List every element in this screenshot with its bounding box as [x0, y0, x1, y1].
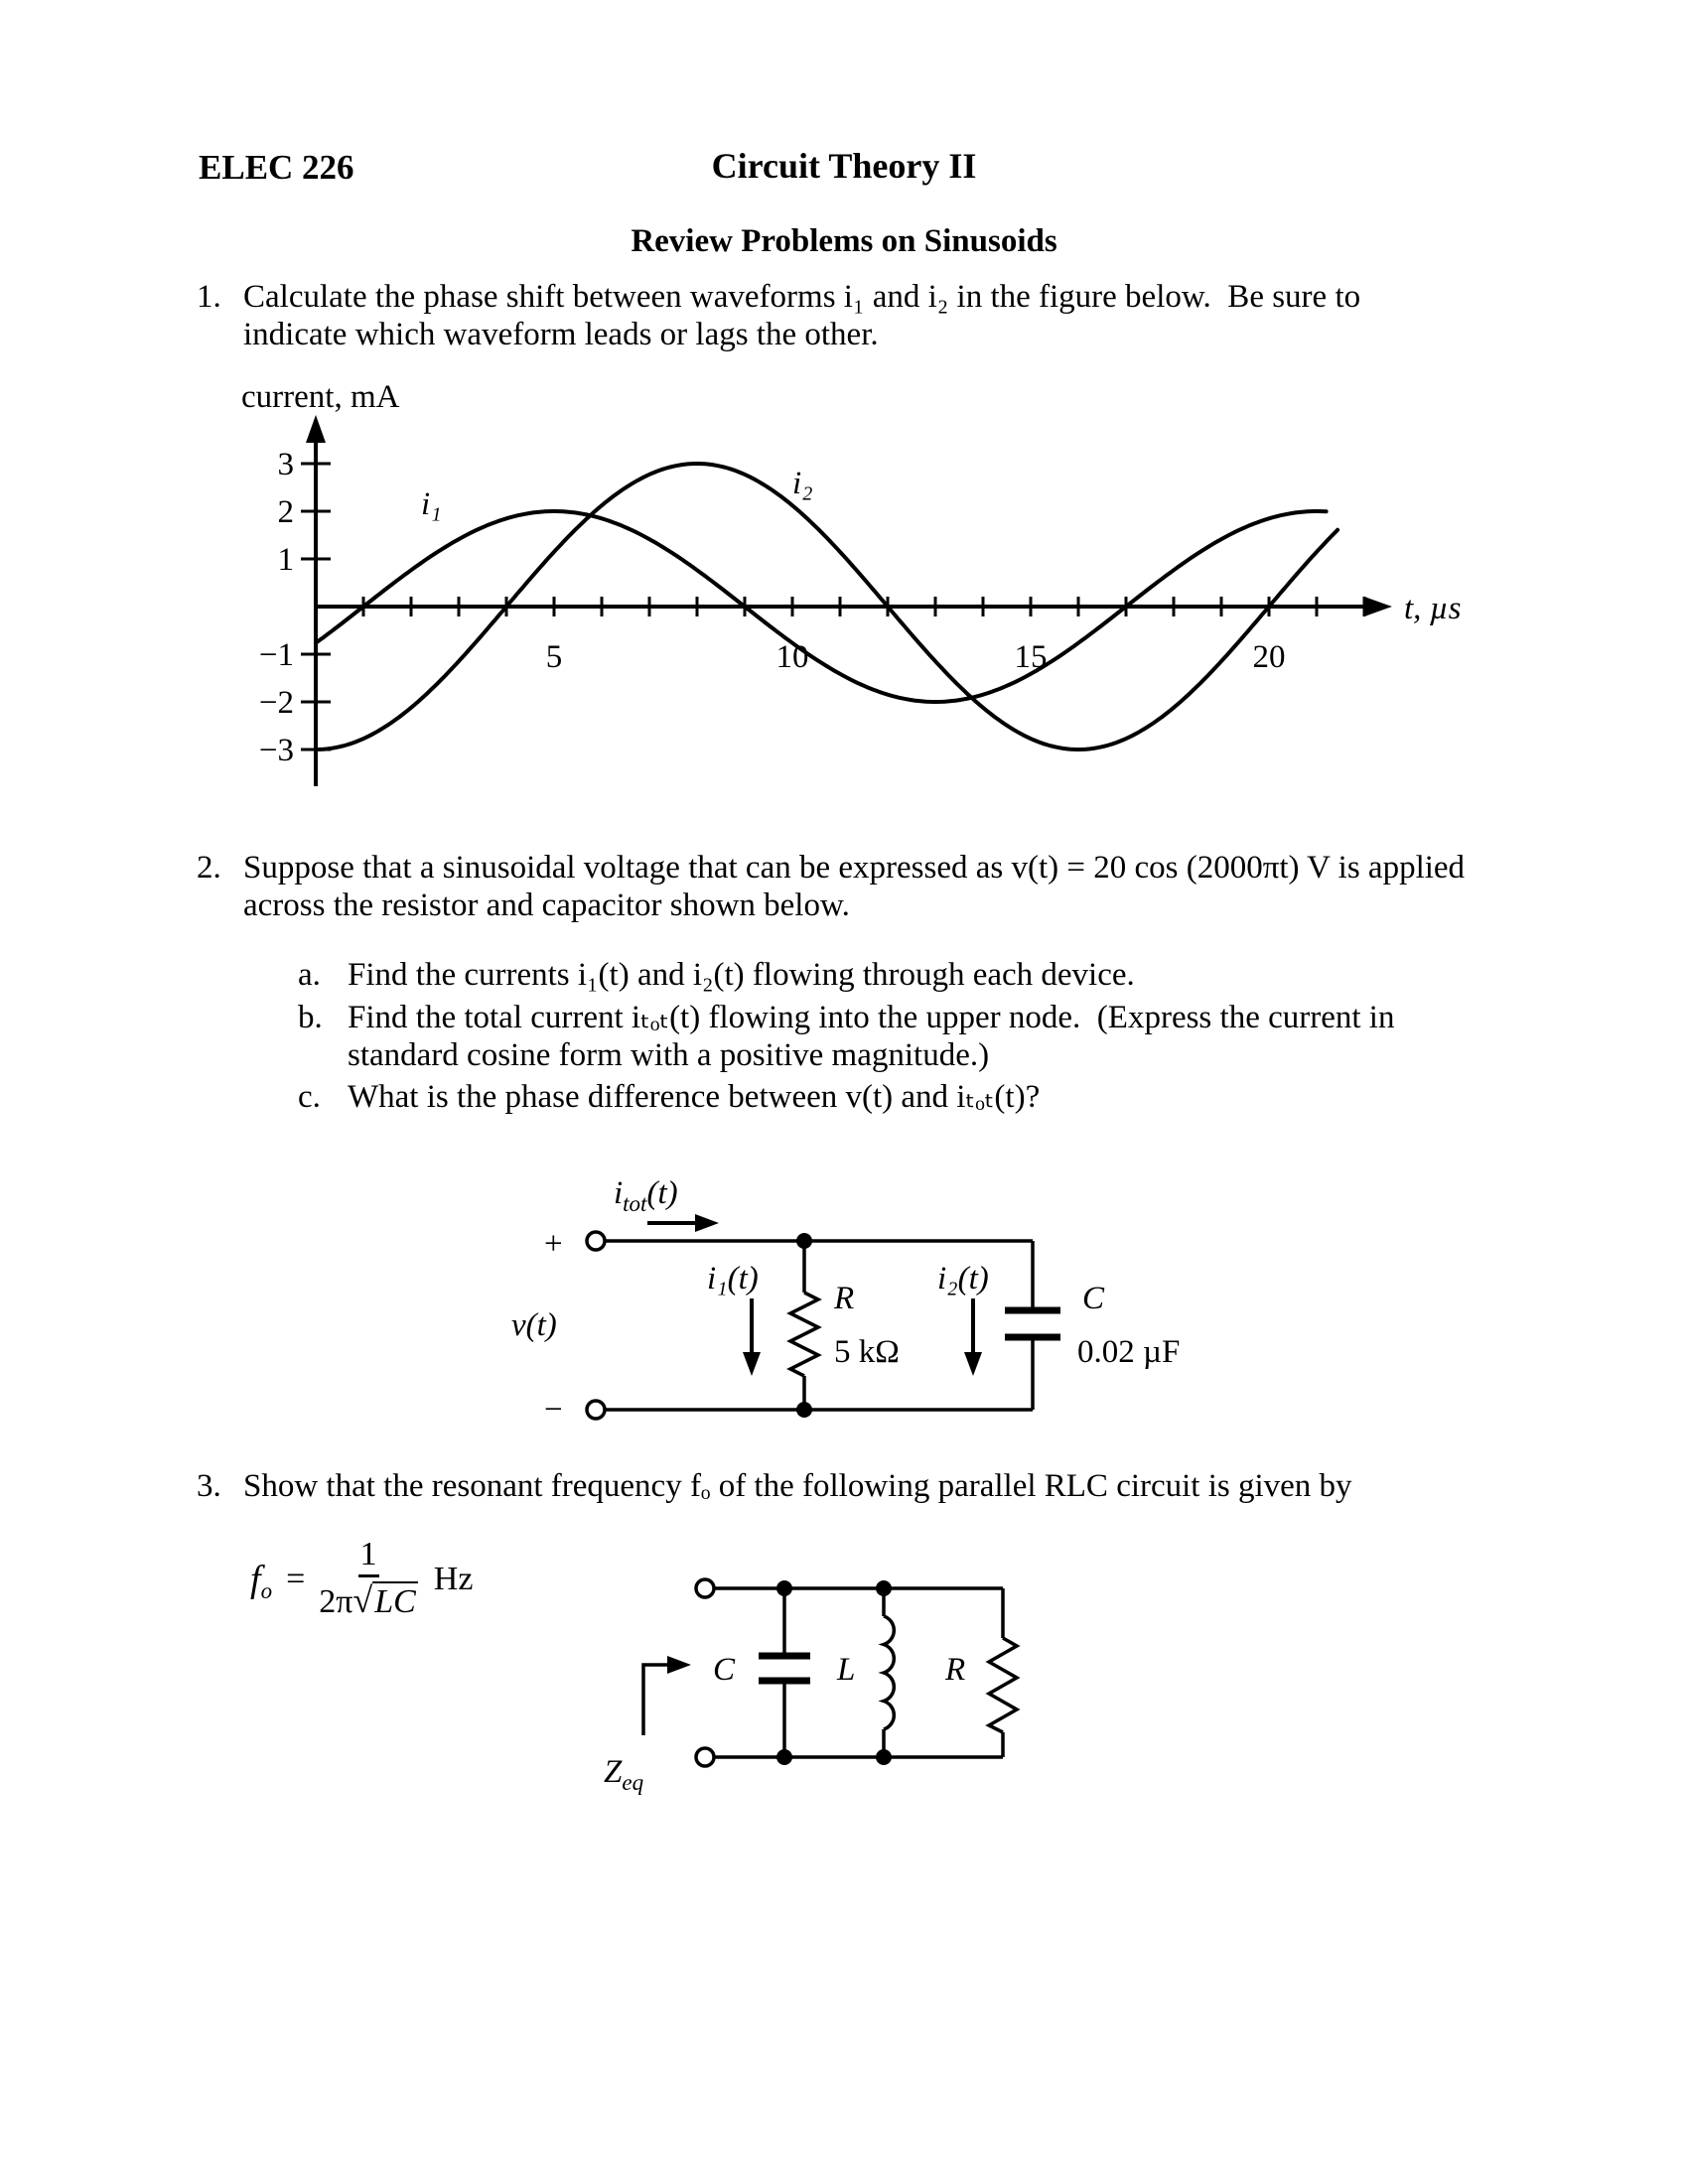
minus-sign: − [544, 1392, 563, 1428]
bottom-left-terminal [587, 1401, 605, 1419]
problem2-item-a-letter: a. [298, 957, 321, 993]
capacitor-value: 0.02 µF [1077, 1334, 1181, 1370]
formula-equals: = [286, 1561, 306, 1597]
inductor-coil [884, 1616, 894, 1729]
capacitor-symbol: C [713, 1652, 736, 1688]
i2-arrowhead [964, 1352, 982, 1376]
problem2-item-b-letter: b. [298, 1000, 323, 1035]
source-voltage-label: v(t) [511, 1307, 557, 1343]
rc-circuit-diagram [467, 1152, 1221, 1479]
radical-sign: √ [352, 1580, 373, 1620]
y-tick-label: 1 [277, 542, 294, 578]
formula-fraction [319, 1537, 418, 1622]
y-axis-arrowhead [306, 415, 326, 443]
problem2-number: 2. [197, 850, 221, 886]
x-tick-label: 10 [775, 639, 809, 675]
resistor-value: 5 kΩ [834, 1334, 900, 1370]
x-axis-title: t, µs [1404, 591, 1462, 626]
x-axis-arrowhead [1364, 597, 1392, 616]
resistor-zigzag [989, 1638, 1017, 1732]
y-tick-label: 2 [277, 494, 294, 530]
formula-f: f [250, 1559, 261, 1600]
problem2-item-c-text: What is the phase difference between v(t) and iₜₒₜ(t)? [348, 1079, 1041, 1115]
zeq-arrowhead [667, 1656, 691, 1674]
resistor-symbol: R [834, 1281, 855, 1316]
x-tick-label: 20 [1252, 639, 1286, 675]
itot-current-label: $i_{tot}(t)$ [614, 1175, 678, 1216]
rlc-circuit-diagram [591, 1569, 1127, 1846]
i1-current-label: i₁(t) [707, 1261, 759, 1297]
waveform-chart [139, 367, 1489, 809]
zeq-arrow-line [643, 1665, 673, 1735]
y-tick-label: 3 [277, 447, 294, 482]
y-tick-label: −2 [258, 685, 294, 721]
page-title: Circuit Theory II [711, 146, 977, 186]
problem2-item-c-letter: c. [298, 1079, 321, 1115]
problem3-line1: Show that the resonant frequency fₒ of the following parallel RLC circuit is given by [243, 1468, 1352, 1504]
problem1-line2: indicate which waveform leads or lags the other. [243, 317, 879, 352]
problem1-number: 1. [197, 279, 221, 315]
problem3-number: 3. [197, 1468, 221, 1504]
formula-denominator [319, 1577, 418, 1622]
waveform-1-label: i₁ [421, 486, 442, 522]
course-code: ELEC 226 [199, 148, 354, 187]
formula-unit: Hz [433, 1561, 474, 1597]
i1-arrowhead [743, 1352, 761, 1376]
capacitor-symbol: C [1082, 1281, 1105, 1316]
problem2-item-b-text1: Find the total current iₜₒₜ(t) flowing into the upper node. (Express the current in [348, 1000, 1395, 1035]
formula-two-pi: 2π [319, 1583, 353, 1620]
resonant-frequency-formula [250, 1537, 473, 1622]
zeq-label: $Z_{eq}$ [604, 1754, 644, 1795]
problem2-line2: across the resistor and capacitor shown below. [243, 887, 850, 923]
y-tick-label: −1 [258, 637, 294, 673]
formula-radicand: LC [374, 1583, 416, 1620]
top-left-terminal [696, 1579, 714, 1597]
x-tick-label: 5 [545, 639, 563, 675]
plus-sign: + [544, 1226, 563, 1262]
bottom-left-terminal [696, 1748, 714, 1766]
formula-f-subscript: o [260, 1578, 273, 1603]
formula-numerator: 1 [358, 1537, 379, 1577]
itot-arrowhead [695, 1214, 719, 1232]
y-axis-title: current, mA [241, 379, 400, 415]
x-tick-label: 15 [1014, 639, 1048, 675]
top-left-terminal [587, 1232, 605, 1250]
resistor-symbol: R [945, 1652, 966, 1688]
problem2-item-a-text: Find the currents i₁(t) and i₂(t) flowing through each device. [348, 957, 1135, 993]
problem2-item-b-text2: standard cosine form with a positive magnitude.) [348, 1037, 990, 1073]
waveform-2-label: i₂ [792, 466, 813, 501]
inductor-symbol: L [837, 1652, 856, 1688]
problem1-line1: Calculate the phase shift between waveforms i₁ and i₂ in the figure below. Be sure to [243, 279, 1361, 315]
page-subtitle: Review Problems on Sinusoids [631, 223, 1057, 259]
i2-current-label: i₂(t) [937, 1261, 989, 1297]
problem2-line1: Suppose that a sinusoidal voltage that can be expressed as v(t) = 20 cos (2000πt) V is applied [243, 850, 1466, 886]
resistor-zigzag [790, 1293, 818, 1376]
y-tick-label: −3 [258, 733, 294, 768]
